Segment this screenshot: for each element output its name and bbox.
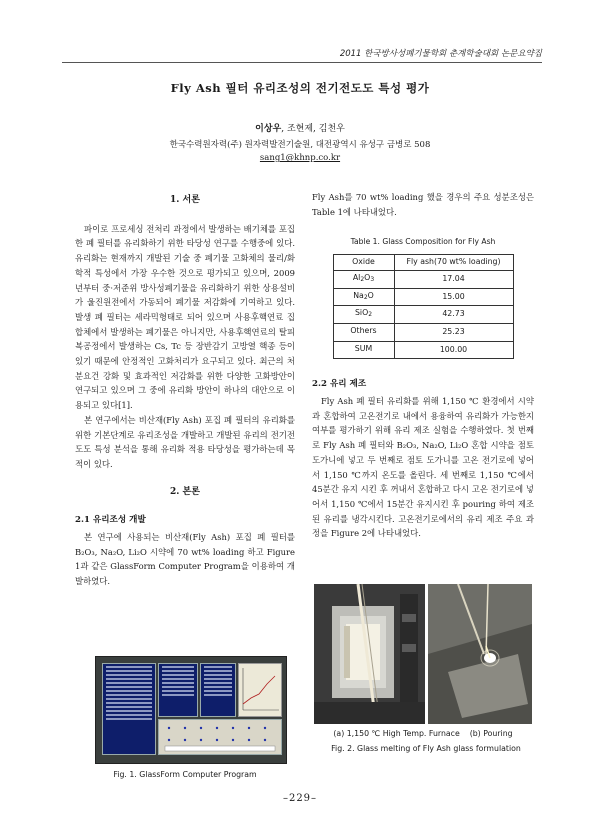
subsection-title-2-1: 2.1 유리조성 개발 [75,515,146,526]
figure-2a-subcaption: (a) 1,150 ℃ High Temp. Furnace [333,729,460,738]
header-rule [62,62,542,63]
subsection-title-2-2: 2.2 유리 제조 [312,379,367,390]
author-list [0,121,600,134]
glassform-panel-middle [158,663,198,717]
email-link[interactable]: sang1@khnp.co.kr [259,153,341,163]
subsection-2-1-paragraph: 본 연구에 사용되는 비산재(Fly Ash) 포집 폐 필터를 B₂O₃, Na₂O, Li₂O 시약에 70 wt% loading 하고 Figure 1과 같은 GlassForm Computer Program을 이용하여 개발하였다. [75,532,295,587]
intro-paragraph-1: 파이로 프로세싱 전처리 과정에서 발생하는 배기체를 포집한 폐 필터를 유리화하기 위한 타당성 연구를 수행중에 있다. 유리화는 현재까지 개발된 기술 중 폐기물 고화체의 물리/화학적 특성에서 가장 우수한 것으로 평가되고 있으며, 2009년부터 중·저준위 방사성폐기물을 유리화하기 위한 상용설비가 울진원전에서 가동되어 폐기물 저감화에 기여하고 있다. 발생 폐 필터는 세라믹형태로 되어 있으며 사용후핵연료 집합체에서 발생하는 폐기물은 아니지만, 사용후핵연료의 탈피복공정에서 발생하는 Cs, Tc 등 장반감기 고방열 핵종 등이 있기 때문에 안정적인 고화처리가 요구되고 있다. 최근의 처분요건 강화 및 효과적인 저감화를 위한 다양한 고화방안이 연구되고 있으며 그 중에 유리화 방안이 하나의 대안으로 이용되고 있다[1]. [75,223,295,411]
table-1-glass-composition [333,254,514,359]
table-row [333,270,513,288]
figure-2b-subcaption: (b) Pouring [469,729,513,738]
table-cell-oxide: Others [333,323,394,341]
running-header: 2011 한국방사성폐기물학회 춘계학술대회 논문요약집 [339,49,542,59]
table-cell-oxide: Na2O [333,288,394,306]
intro-paragraph-2: 본 연구에서는 비산재(Fly Ash) 포집 폐 필터의 유리화를 위한 기본단계로 유리조성을 개발하고 개발된 유리의 전기전도도 특성 분석을 통해 유리화 적용 타당성을 평가하는데 목적이 있다. [75,414,295,469]
table-cell-oxide: SUM [333,341,394,359]
glassform-graph-panel [238,663,282,717]
table-header-row [333,255,513,271]
figure-2-subcaptions [312,729,534,738]
subsection-2-2-paragraph: Fly Ash 폐 필터 유리화를 위해 1,150 ℃ 환경에서 시약과 혼합하여 고온전기로 내에서 용융하여 유리화가 가능한지 여부를 평가하기 위해 유리 제조 실험을 수행하였다. 첫 번째로 Fly Ash 폐 필터와 B₂O₃, Na₂O, Li₂O 혼합 시약을 점토 도가니에 넣고 두 번째로 점토 도가니를 고온 전기로에 넣어서 1,150 ℃까지 온도를 올린다. 세 번째로 1,150 ℃에서 45분간 유지 시킨 후 꺼내서 혼합하고 다시 고온 전기로에 넣어서 1,150 ℃에서 15분간 유지시킨 후 pouring 하여 제조된 유리를 냉각시킨다. 고온전기로에서의 유리 제조 주요 과정을 Figure 2에 나타내었다. [312,396,534,539]
table-cell-value: 25.23 [394,323,513,341]
figure-2a-furnace-photo [314,584,425,724]
glassform-panel-properties [200,663,236,717]
table-row [333,288,513,306]
table-row [333,323,513,341]
right-column [312,180,534,541]
table-row [333,341,513,359]
presenting-author: 이상우 [255,124,282,134]
page-number: –229– [282,793,318,804]
table-cell-oxide: SiO2 [333,306,394,324]
table-header-oxide: Oxide [333,255,394,271]
section-title-intro: 1. 서론 [170,195,200,205]
section-title-body: 2. 본론 [170,486,200,497]
table-cell-value: 17.04 [394,270,513,288]
table-cell-value: 42.73 [394,306,513,324]
affiliation: 한국수력원자력(주) 원자력발전기술원, 대전광역시 유성구 금병로 508 [169,140,431,150]
figure-1-glassform-screenshot [95,656,287,764]
table-cell-value: 15.00 [394,288,513,306]
glassform-panel-left [102,663,156,755]
figure-1-caption: Fig. 1. GlassForm Computer Program [113,770,257,779]
left-column [75,180,295,589]
table-cell-value: 100.00 [394,341,513,359]
figure-2-caption: Fig. 2. Glass melting of Fly Ash glass formulation [331,744,521,753]
table-cell-oxide: Al2O3 [333,270,394,288]
right-column-paragraph-0: Fly Ash를 70 wt% loading 했을 경우의 주요 성분조성은 Table 1에 나타내었다. [312,192,534,217]
glassform-input-grid [158,719,282,755]
figure-2b-pouring-photo [428,584,532,724]
co-authors: , 조현제, 김천우 [281,124,345,134]
paper-title: Fly Ash 필터 유리조성의 전기전도도 특성 평가 [170,81,430,95]
table-header-value: Fly ash(70 wt% loading) [394,255,513,271]
table-1-caption: Table 1. Glass Composition for Fly Ash [350,237,496,247]
table-row [333,306,513,324]
